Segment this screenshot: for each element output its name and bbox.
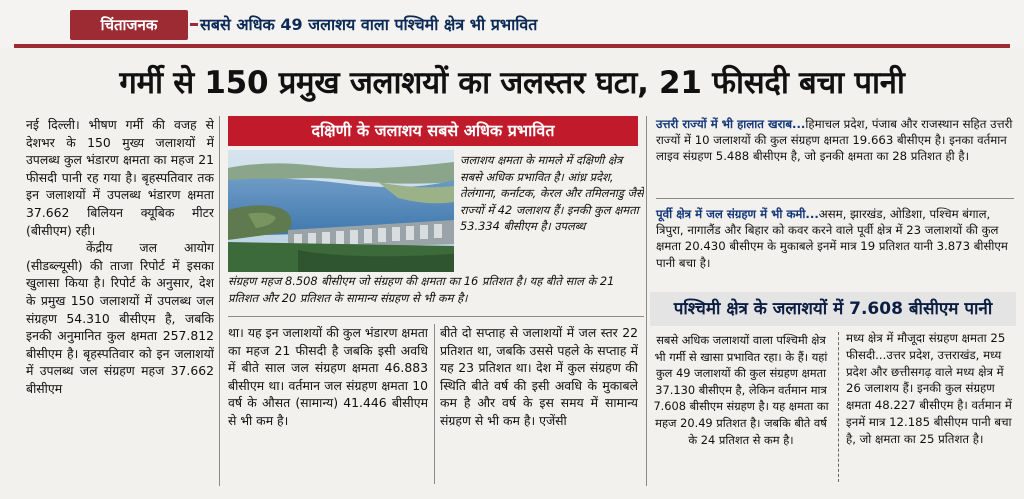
kicker-line: सबसे अधिक 49 जलाशय वाला पश्चिमी क्षेत्र भी प्रभावित [200, 10, 1000, 40]
lead-paragraph-1: नई दिल्ली। भीषण गर्मी की वजह से देशभर के 150 मुख्य जलाशयों में उपलब्ध कुल भंडारण क्षमता का महज 21 फीसदी पानी रह गया है। बृहस्पतिवार तक इन जलाशयों में उपलब्ध भंडारण क्षमता 37.662 बिलियन क्यूबिक मीटर (बीसीएम) रही। [26, 117, 214, 238]
section-divider [656, 198, 1014, 199]
north-lead: उत्तरी राज्यों में भी हालात खराब... [656, 117, 806, 131]
west-region-text: सबसे अधिक जलाशयों वाला पश्चिमी क्षेत्र भी गर्मी से खासा प्रभावित रहा। के हैं। यहां कुल 49 जलाशयों की कुल संग्रहण क्षमता 37.130 बीसीएम है, लेकिन वर्तमान मात्र 7.608 बीसीएम संग्रहण है। यह क्षमता का महज 20.49 प्रतिशत है। जबकि बीते वर्ष के 24 प्रतिशत से कम है। [653, 333, 829, 447]
south-section-heading: दक्षिणी के जलाशय सबसे अधिक प्रभावित [228, 116, 638, 146]
east-lead: पूर्वी क्षेत्र में जल संग्रहण में भी कमी... [656, 207, 819, 221]
east-region-box [656, 206, 1014, 280]
central-lead: मध्य क्षेत्र में मौजूदा संग्रहण क्षमता 25 फीसदी... [846, 331, 1006, 362]
lead-paragraph-2: केंद्रीय जल आयोग (सीडब्ल्यूसी) की ताजा रिपोर्ट में इसका खुलासा किया है। रिपोर्ट के अनुसार, देश के प्रमुख 150 जलाशयों में उपलब्ध जल संग्रहण 54.310 बीसीएम है, जबकि इनकी अनुमानित कुल क्षमता 257.812 बीसीएम है। बृहस्पतिवार को इन जलाशयों में उपलब्ध जल संग्रहण महज 37.662 बीसीएम [26, 240, 214, 396]
column-divider [219, 116, 220, 486]
central-region-box [846, 330, 1016, 484]
top-rule [14, 44, 1010, 48]
section-tag: चिंताजनक [70, 10, 188, 40]
reservoir-photo [228, 150, 454, 272]
column-divider [434, 324, 435, 484]
west-section-heading: पश्चिमी क्षेत्र के जलाशयों में 7.608 बीसीएम पानी [650, 292, 1016, 326]
south-caption: जलाशय क्षमता के मामले में दक्षिणी क्षेत्र सबसे अधिक प्रभावित है। आंध्र प्रदेश, तेलंगाना, कर्नाटक, केरल और तमिलनाडु जैसे राज्यों में 42 जलाशय हैं। इनकी कुल क्षमता 53.334 बीसीएम है। उपलब्ध [460, 153, 644, 234]
body-column-3: बीते दो सप्ताह से जलाशयों में जल स्तर 22 प्रतिशत था, जबकि उससे पहले के सप्ताह में यह 23 प्रतिशत था। देश में कुल संग्रहण की स्थिति बीते वर्ष की इसी अवधि के मुकाबले कम है और वर्ष के इस समय में सामान्य संग्रहण से भी कम है। एजेंसी [440, 325, 638, 428]
lead-column [26, 116, 214, 486]
column-divider [646, 116, 647, 486]
body-column-2: था। यह इन जलाशयों की कुल भंडारण क्षमता का महज 21 फीसदी है जबकि इसी अवधि में बीते साल जल संग्रहण क्षमता 46.883 बीसीएम था। वर्तमान जल संग्रहण क्षमता 10 वर्ष के औसत (सामान्य) 41.446 बीसीएम से भी कम है। [228, 325, 428, 428]
section-divider [228, 316, 644, 317]
dam-reservoir-image [228, 150, 454, 272]
north-text: हिमाचल प्रदेश, पंजाब और राजस्थान सहित उत्तरी राज्यों में 10 जलाशयों की कुल संग्रहण क्षमता 19.663 बीसीएम है। इनका वर्तमान लाइव संग्रहण 5.488 बीसीएम है, जो इनकी क्षमता का 28 प्रतिशत ही है। [656, 117, 1013, 164]
north-region-box [656, 116, 1014, 190]
headline: गर्मी से 150 प्रमुख जलाशयों का जलस्तर घटा, 21 फीसदी बचा पानी [119, 65, 905, 101]
dashed-divider [838, 332, 839, 482]
south-caption-continued: संग्रहण महज 8.508 बीसीएम जो संग्रहण की क्षमता का 16 प्रतिशत है। यह बीते साल के 21 प्रतिशत और 20 प्रतिशत के सामान्य संग्रहण से भी कम है। [228, 274, 615, 305]
central-text: उत्तर प्रदेश, उत्तराखंड, मध्य प्रदेश और छत्तीसगढ़ वाले मध्य क्षेत्र में 26 जलाशय हैं। इनकी कुल संग्रहण क्षमता 48.227 बीसीएम है। वर्तमान में इनमें मात्र 12.185 बीसीएम पानी बचा है, जो क्षमता का 25 प्रतिशत है। [846, 347, 1012, 446]
east-text: असम, झारखंड, ओडिशा, पश्चिम बंगाल, त्रिपुरा, नागालैंड और बिहार को कवर करने वाले पूर्वी क्षेत्र में 23 जलाशयों की कुल क्षमता 20.430 बीसीएम के मुकाबले इनमें मात्र 19 प्रतिशत यानी 3.873 बीसीएम पानी बचा है। [656, 207, 1008, 270]
